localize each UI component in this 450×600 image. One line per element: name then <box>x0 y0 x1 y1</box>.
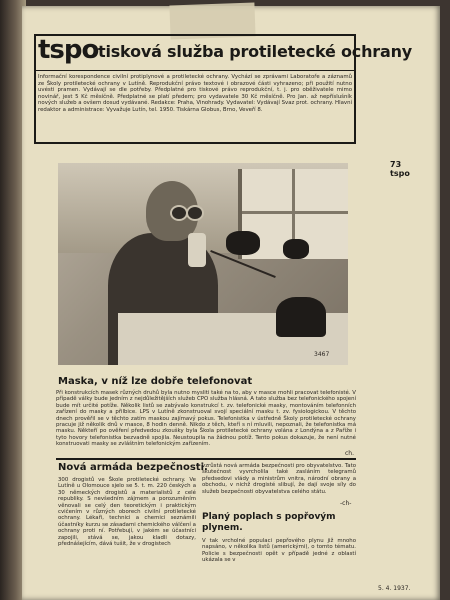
page-number <box>390 160 410 178</box>
article2-body-left: 300 drogistů ve Škole protiletecké ochrany. Ve Lutíně u Olomouce sjelo se 5. t. m. 220 českých a 30 německých drogistů a materialistů z celé republiky. S nevšedním zájmem a porozuměním věnovali se celý den teoretickým i praktickým cvičením v různých oborech civilní protiletecké ochrany. Lékaři, technici a chemici seznámili účastníky kurzu se zásadami chemického válčení a ochrany proti ní. Potřebují, v jakém se účastníci zapojili, stává se, jakou kladli dotazy, přednášejícím, dává tušit, že v drogistech <box>58 477 196 548</box>
section-divider <box>56 458 356 460</box>
masthead-rule <box>36 70 354 71</box>
article2-headline: Nová armáda bezpečnosti. <box>58 462 208 473</box>
article-photo <box>58 163 348 365</box>
article2-body-right: vzrůstá nová armáda bezpečnosti pro obyvatelstvo. Tato skutečnost vyvrcholila také zasláním telegramů předsedovi vlády a ministrům vnitra, národní obrany a obchodu, v nichž drogisté slibují, že dají svoje síly do služeb bezpečnosti obyvatelstva celého státu. <box>202 463 356 495</box>
photo-reference: 3467 <box>314 351 330 358</box>
article1-body: Při konstrukcích masek různých druhů byla nutno mysliti také na to, aby v masce mohli pracovat telefonisté. V případě války bude jedním z nejdůležitějších služeb CPO služba hlásná. A tato služba bez telefonického spojení bude mít určité potíže. Několik listů se zabývalo konstrukcí t. zv. telefonické masky, montováním telefonních zařízení do masky a přilbice. LPS v Lutíně zkonstruoval svojí speciální masku t. zv. fysiologickou. V těchto dnech prověřil se v těchto zatím maskou zajímavý pokus. Telefonistka v ústředně Školy protiletecké ochrany pracuje již několik dnů v masce, 8 hodin denně. Nikdo z těch, kteří s ní mluvili, nepoznali, že telefonistka má masku. Někteří po ověření předvedou zkoušky byla Škola protiletecké ochrany volána z Londýna a z Paříže i tyto hovory telefonistka bezvadně spojila. Neustoupila na žádnou potíž. Tento pokus dokazuje, že není nutné konstruovati masky se zvláštním telefonickým zařízením. <box>56 390 356 448</box>
page-number-value: 73 <box>390 160 402 169</box>
issue-date: 5. 4. 1937. <box>378 585 411 592</box>
article2-signature: -ch- <box>340 500 352 507</box>
page-number-label: tspo <box>390 169 410 178</box>
masthead-imprint: Informační korespondence civilní protiplynové a protiletecké ochrany. Vychází se zprávami Laboratoře a záznamů ze Školy protiletecké ochrany v Lutíně. Reprodukční právo textové i obrazové části vyhrazeno; při použití nutno uvésti pramen. Vydávají se dle potřeby. Předplatné pro tiskové právo reprodukční, t. j. pro oběživatele mimo novinář, jest 5 Kč měsíčně. Předplatné se platí předem; pro vydavatele 30 Kč měsíčně. Pro Jan. až nepříslušník nových služeb a ovšem dosud vydávané. Redakce: Praha, Vinohrady. Vydavatel: Vydávají Svaz prot. ochrany. Hlavní redaktor a administrace: Vyvažuje Lutín, tel. 1950. Tiskárna Globus, Brno, Veveří 8. <box>38 74 352 113</box>
article3-headline: Planý poplach s popřovým plynem. <box>202 512 336 533</box>
article1-headline: Maska, v níž lze dobře telefonovat <box>58 376 253 387</box>
masthead-logo: tspo <box>38 35 99 65</box>
article3-body: V tak vrcholné populaci pepřového plynu již mnoho napsáno, v několika listů (americkými), o tomto tématu. Policie s bezpečnosti opět v případě jedné z oblastí ukázala se v <box>202 538 356 564</box>
article1-signature: ch. <box>345 450 355 457</box>
masthead-title: tisková služba protiletecké ochrany <box>98 42 412 61</box>
